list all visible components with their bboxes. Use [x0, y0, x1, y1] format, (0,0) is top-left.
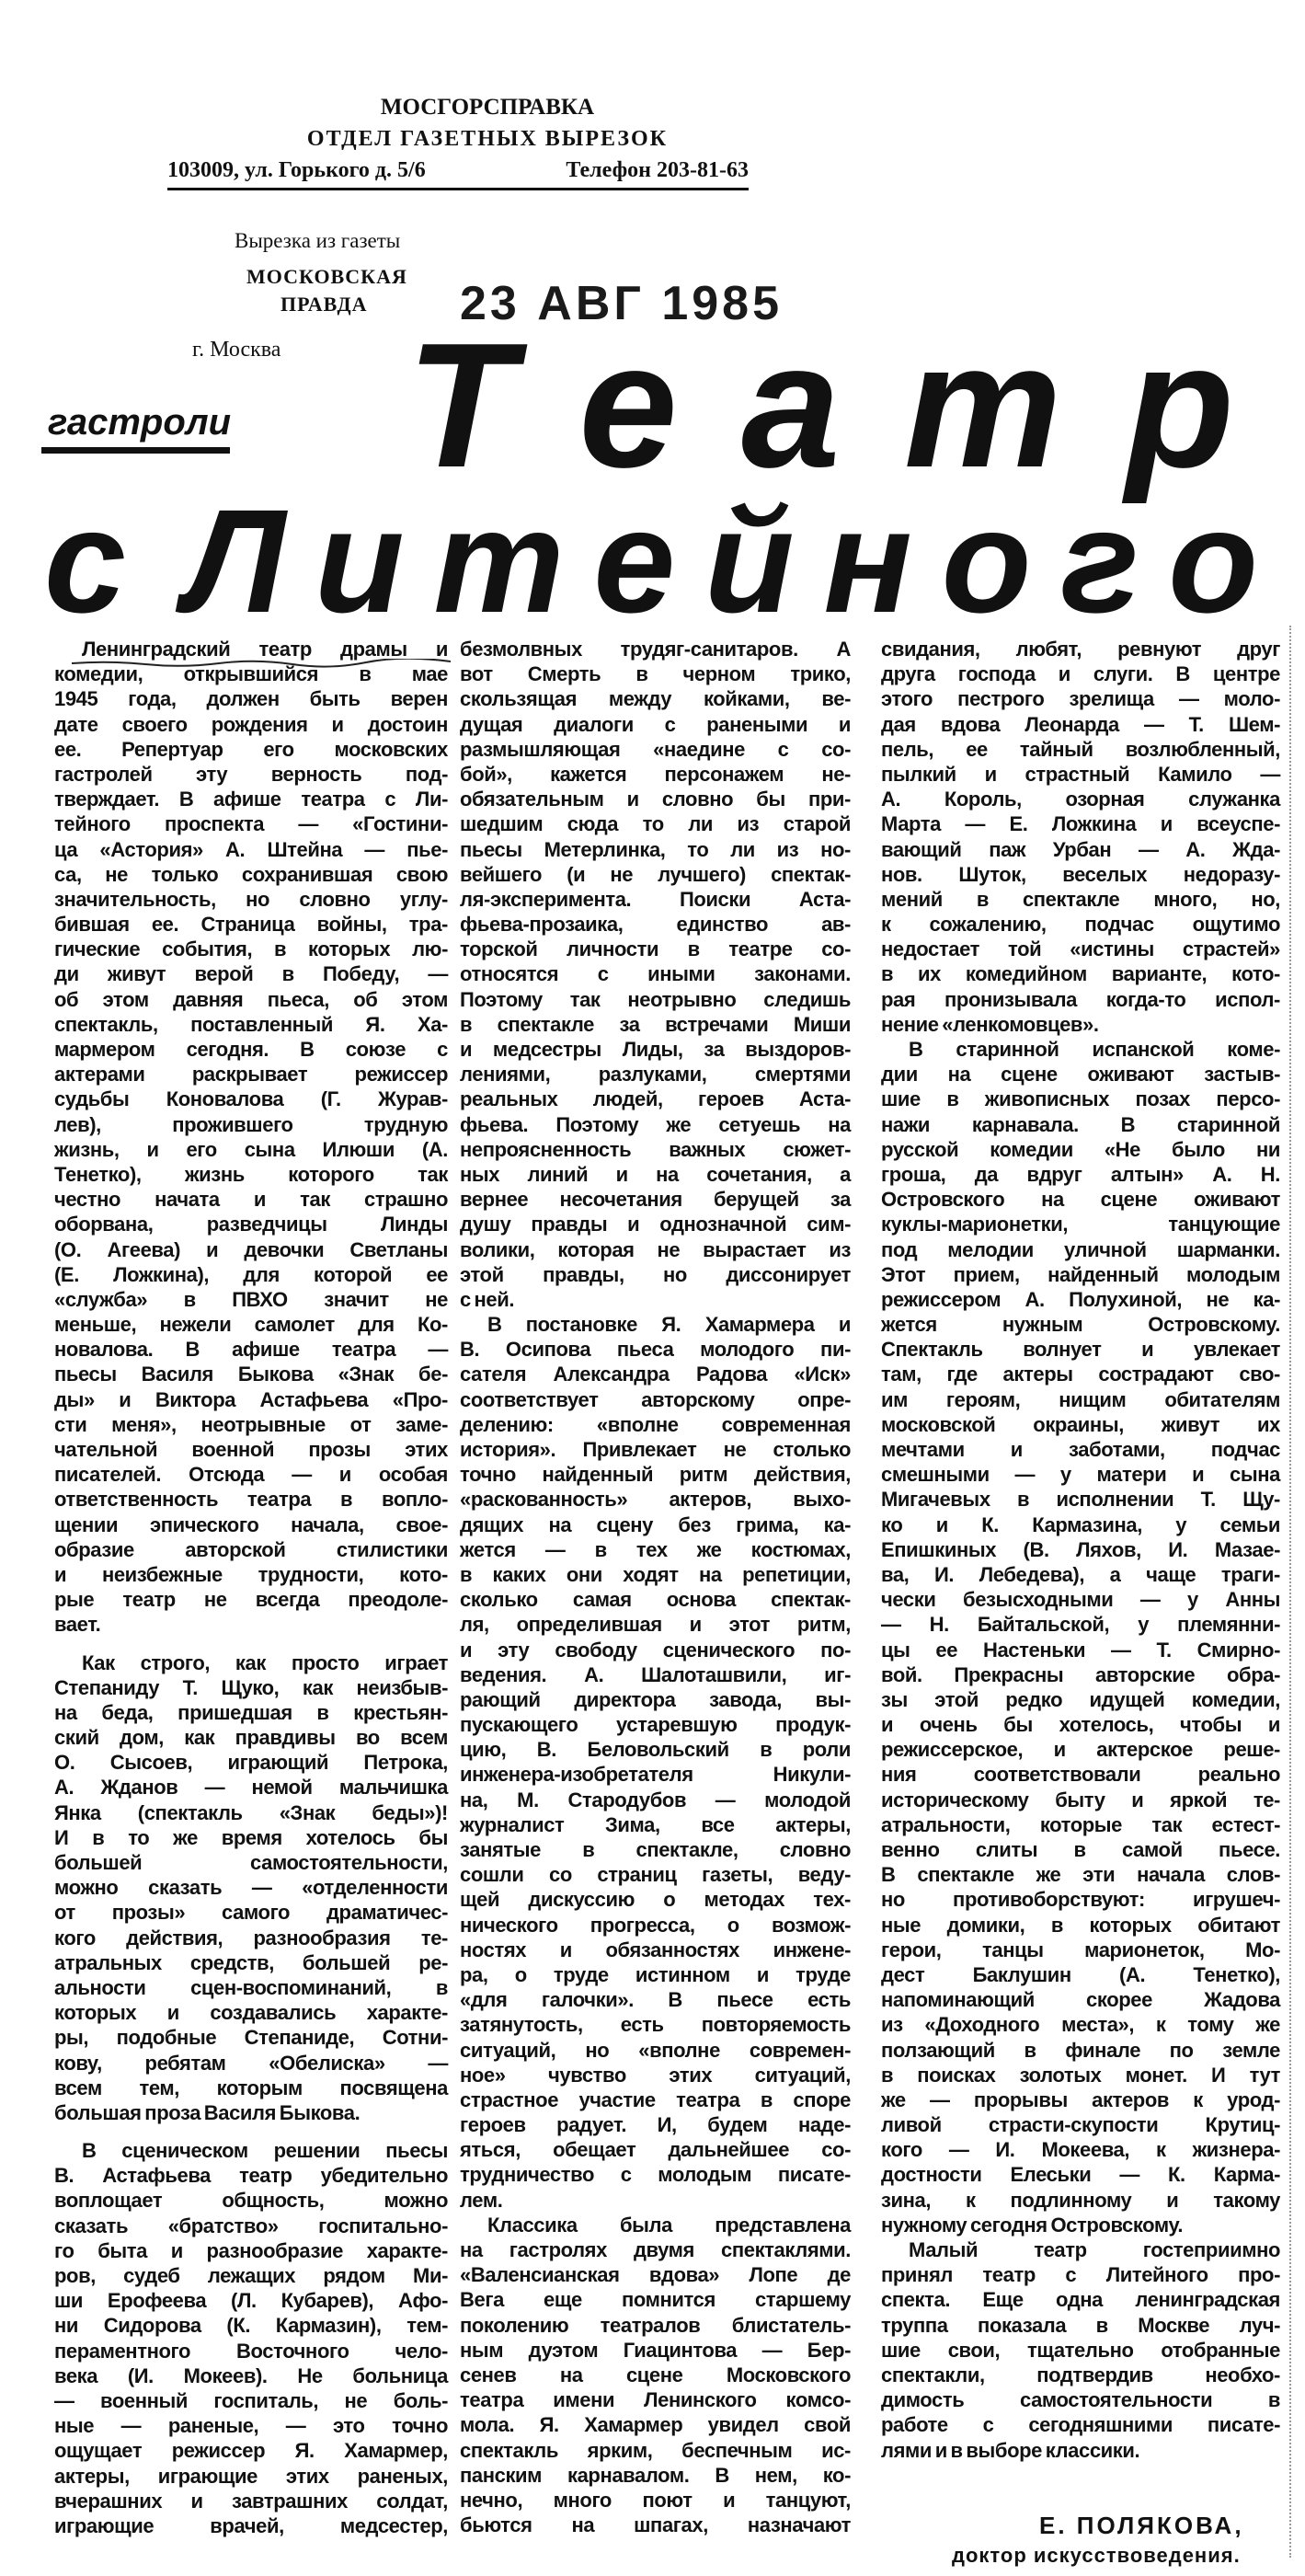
clipping-edge: [1289, 626, 1293, 2558]
article-text-line: большей самостоятельности,: [54, 1851, 448, 1874]
article-text-line: можно сказать — «отделенности: [54, 1876, 448, 1900]
agency-name: МОСГОРСПРАВКА: [380, 95, 595, 120]
article-text-line: щении эпического начала, свое-: [54, 1512, 448, 1536]
article-text-line: дая вдова Леонарда — Т. Шем-: [881, 712, 1280, 736]
article-text-line: инженера-изобретателя Никули-: [460, 1763, 851, 1787]
article-text-line: московской окраины, живут их: [881, 1412, 1280, 1436]
article-text-line: кову, ребятам «Обелиска» —: [54, 2051, 448, 2075]
article-text-line: нов. Шуток, веселых недоразу-: [881, 862, 1280, 886]
article-text-line: скользящая между койками, ве-: [460, 687, 851, 711]
article-text-line: 1945 года, должен быть верен: [54, 687, 448, 711]
date-stamp: 23 АВГ 1985: [460, 277, 783, 330]
article-text-line: лениями, разлуками, смертями: [460, 1063, 851, 1087]
article-text-line: значительность, но словно углу-: [54, 887, 448, 911]
article-text-line: воплощает общность, можно: [54, 2189, 448, 2213]
article-text-line: бившая ее. Страница войны, тра-: [54, 913, 448, 937]
article-paragraph: [54, 1650, 448, 2126]
article-text-line: и неизбежные трудности, кото-: [54, 1562, 448, 1586]
article-text-line: пьесы Метерлинка, то ли из но-: [460, 837, 851, 861]
article-text-line: страстное участие театра в споре: [460, 2087, 851, 2111]
article-text-line: Как строго, как просто играет: [82, 1650, 448, 1674]
article-text-line: ля, определившая и этот ритм,: [460, 1613, 851, 1637]
article-text-line: ров, судеб лежащих рядом Ми-: [54, 2264, 448, 2287]
article-text-line: цию, В. Беловольский в роли: [460, 1738, 851, 1762]
article-text-line: нение «ленкомовцев».: [881, 1012, 1099, 1036]
article-text-line: работе с сегодняшними писате-: [881, 2413, 1280, 2437]
article-text-line: безмолвных трудяг-санитаров. А: [460, 638, 851, 661]
article-text-line: шедшим сюда то ли из старой: [460, 812, 851, 836]
author-title: доктор искусствоведения.: [952, 2544, 1241, 2567]
article-text-line: яться, обещает дальнейшее со-: [460, 2138, 851, 2162]
article-text-line: димость самостоятельности в: [881, 2388, 1280, 2412]
article-text-line: вчерашних и завтрашних солдат,: [54, 2489, 448, 2513]
headline-letter: р: [1126, 305, 1234, 504]
article-paragraph: [460, 637, 851, 1312]
article-text-line: сошли со страниц газеты, веду-: [460, 1863, 851, 1887]
article-text-line: А. Жданов — немой мальчишка: [54, 1776, 448, 1800]
article-paragraph: [460, 1312, 851, 2213]
article-text-line: непроясненность важных сюжет-: [460, 1137, 851, 1161]
article-text-line: спектакли, подтвердив необхо-: [881, 2363, 1280, 2386]
article-text-line: О. Сысоев, играющий Петрока,: [54, 1751, 448, 1775]
headline-line1: [406, 305, 1234, 504]
article-text-line: Мигачевых в исполнении Т. Щу-: [881, 1488, 1280, 1512]
article-text-line: — военный госпиталь, не боль-: [54, 2388, 448, 2412]
article-text-line: этого пестрого зрелища — моло-: [881, 687, 1280, 711]
article-text-line: же — прорывы актеров к урод-: [881, 2087, 1280, 2111]
article-text-line: ответственность театра в вопло-: [54, 1488, 448, 1512]
article-text-line: гроша, да вдруг алтын» А. Н.: [881, 1162, 1280, 1186]
article-text-line: — Н. Байтальской, у племянни-: [881, 1613, 1280, 1637]
article-text-line: панским карнавалом. В нем, ко-: [460, 2463, 851, 2487]
article-text-line: судьбы Коновалова (Г. Журав-: [54, 1087, 448, 1111]
article-text-line: лями и в выборе классики.: [881, 2438, 1140, 2462]
article-text-line: актерами раскрывает режиссер: [54, 1063, 448, 1087]
agency-address: 103009, ул. Горького д. 5/6: [167, 158, 426, 182]
agency-department: ОТДЕЛ ГАЗЕТНЫХ ВЫРЕЗОК: [306, 127, 669, 151]
article-text-line: ее. Репертуар его московских: [54, 737, 448, 761]
rubric-underline: [41, 447, 230, 454]
article-text-line: Степаниду Т. Щуко, как неизбыв-: [54, 1675, 448, 1699]
article-paragraph: [881, 637, 1280, 1037]
article-text-line: чательной военной прозы этих: [54, 1438, 448, 1461]
article-text-line: нечно, много поют и танцуют,: [460, 2488, 851, 2512]
article-text-line: рые театр не всегда преодоле-: [54, 1588, 448, 1612]
article-text-line: режиссером А. Полухиной, не ка-: [881, 1287, 1280, 1311]
article-text-line: Епишкиных (В. Ляхов, И. Мазае-: [881, 1537, 1280, 1561]
article-text-line: из «Доходного места», к тому же: [881, 2013, 1280, 2037]
article-text-line: журналист Зима, все актеры,: [460, 1812, 851, 1836]
newspaper-name-line2: ПРАВДА: [280, 293, 368, 316]
article-text-line: ры, подобные Степаниде, Сотни-: [54, 2026, 448, 2050]
article-text-line: об этом давняя пьеса, об этом: [54, 987, 448, 1011]
article-text-line: Ленинградский театр драмы и: [82, 638, 448, 661]
article-text-line: ным дуэтом Гиацинтова — Бер-: [460, 2338, 851, 2362]
article-text-line: в поисках золотых монет. И тут: [881, 2063, 1280, 2087]
article-text-line: смешными — у матери и сына: [881, 1463, 1280, 1487]
article-text-line: ца «Астория» А. Штейна — пье-: [54, 837, 448, 861]
article-text-line: и медсестры Лиды, за выздоров-: [460, 1038, 851, 1061]
article-paragraph: [881, 2237, 1280, 2463]
article-text-line: са, не только сохранившая свою: [54, 862, 448, 886]
article-text-line: бьются на шпагах, назначают: [460, 2513, 851, 2537]
article-text-line: мола. Я. Хамармер увидел свой: [460, 2413, 851, 2437]
headline-line2: [44, 478, 1258, 643]
article-text-line: на беда, пришедшая в крестьян-: [54, 1700, 448, 1724]
clipping-label: Вырезка из газеты: [235, 229, 401, 252]
article-text-line: лев), прожившего трудную: [54, 1112, 448, 1136]
article-text-line: там, где актеры сострадают сво-: [881, 1363, 1280, 1386]
article-text-line: поколению театралов блистатель-: [460, 2313, 851, 2337]
article-text-line: века (И. Мокеев). Не больница: [54, 2363, 448, 2387]
article-text-line: шие в живописных позах персо-: [881, 1087, 1280, 1111]
article-text-line: ползающий в финале по земле: [881, 2038, 1280, 2062]
article-text-line: дии на сцене оживают застыв-: [881, 1063, 1280, 1087]
article-text-line: спектакль, поставленный Я. Ха-: [54, 1012, 448, 1036]
agency-phone: Телефон 203-81-63: [566, 158, 749, 182]
article-column-3: [881, 637, 1280, 2463]
headline-letter: и: [314, 478, 405, 643]
article-paragraph: [54, 2138, 448, 2538]
article-text-line: цы ее Настеньки — Т. Смирно-: [881, 1638, 1280, 1662]
headline-letter: т: [904, 305, 1062, 504]
article-text-line: герои, танцы марионеток, Мо-: [881, 1938, 1280, 1961]
article-text-line: ни Сидорова (К. Кармазин), тем-: [54, 2314, 448, 2338]
article-text-line: и очень бы хотелось, чтобы и: [881, 1713, 1280, 1737]
article-text-line: шие свои, тщательно отобранные: [881, 2338, 1280, 2362]
article-text-line: венно слиты в самой пьесе.: [881, 1838, 1280, 1861]
article-text-line: в каких они ходят на репетиции,: [460, 1562, 851, 1586]
article-text-line: кого — И. Мокеева, к жизнера-: [881, 2138, 1280, 2162]
article-text-line: гастролей эту верность под-: [54, 762, 448, 786]
article-text-line: Классика была представлена: [487, 2213, 851, 2237]
article-text-line: торской личности в театре со-: [460, 937, 851, 961]
article-text-line: гические события, в которых лю-: [54, 937, 448, 961]
article-text-line: образие авторской стилистики: [54, 1537, 448, 1561]
article-text-line: волики, которая не вырастает из: [460, 1237, 851, 1261]
article-text-line: В. Осипова пьеса молодого пи-: [460, 1338, 851, 1362]
article-text-line: занятые в спектакле, словно: [460, 1838, 851, 1861]
article-text-line: героев радует. И, будем наде-: [460, 2113, 851, 2137]
article-text-line: сателя Александра Радова «Иск»: [460, 1363, 851, 1386]
article-text-line: рая пронизывала когда-то испол-: [881, 987, 1280, 1011]
article-text-line: Поэтому так неотрывно следишь: [460, 987, 851, 1011]
article-text-line: зы этой редко идущей комедии,: [881, 1687, 1280, 1711]
article-text-line: ные домики, в которых обитают: [881, 1913, 1280, 1937]
article-text-line: ко и К. Кармазина, у семьи: [881, 1512, 1280, 1536]
article-text-line: в их комедийном варианте, кото-: [881, 962, 1280, 986]
article-text-line: которых и создавались характе-: [54, 2001, 448, 2025]
article-text-line: дящих на сцену без грима, ка-: [460, 1512, 851, 1536]
article-text-line: ные — раненые, — это точно: [54, 2414, 448, 2438]
article-text-line: фьева-прозаика, единство ав-: [460, 913, 851, 937]
article-text-line: Тенетко), жизнь которого так: [54, 1162, 448, 1186]
article-text-line: ведения. А. Шалоташвили, иг-: [460, 1662, 851, 1686]
article-text-line: пель, ее тайный возлюбленный,: [881, 737, 1280, 761]
article-paragraph: [460, 2213, 851, 2537]
article-text-line: ностях и обязанностях инжене-: [460, 1938, 851, 1961]
article-text-line: ва, И. Лебедева), а чаще траги-: [881, 1562, 1280, 1586]
article-text-line: историческому быту и яркой те-: [881, 1788, 1280, 1811]
article-text-line: «раскованность» актеров, выхо-: [460, 1488, 851, 1512]
article-text-line: ощущает режиссер Я. Хамармер,: [54, 2439, 448, 2463]
article-text-line: соответствует авторскому опре-: [460, 1387, 851, 1411]
article-paragraph: [881, 1037, 1280, 2237]
article-text-line: с ней.: [460, 1287, 515, 1311]
article-text-line: (Е. Ложкина), для которой ее: [54, 1262, 448, 1286]
article-text-line: жизнь, и его сына Илюши (А.: [54, 1137, 448, 1161]
article-text-line: «Валенсианская вдова» Лопе де: [460, 2263, 851, 2287]
headline-letter: Л: [184, 478, 286, 643]
headline-letter: е: [578, 305, 678, 504]
article-text-line: кого действия, разнообразия те-: [54, 1926, 448, 1949]
article-text-line: вой. Прекрасны авторские обра-: [881, 1662, 1280, 1686]
article-text-line: куклы-марионетки, танцующие: [881, 1213, 1280, 1236]
article-text-line: А. Король, озорная служанка: [881, 788, 1280, 811]
article-text-line: ное» чувство этих ситуаций,: [460, 2063, 851, 2087]
article-text-line: ра, о труде истинном и труде: [460, 1962, 851, 1986]
article-text-line: пераментного Восточного чело-: [54, 2339, 448, 2363]
article-text-line: В спектакле же эти начала слов-: [881, 1863, 1280, 1887]
headline-letter: т: [433, 478, 565, 643]
article-text-line: щей дискуссию о методах тех-: [460, 1888, 851, 1912]
headline-letter: о: [1168, 478, 1258, 643]
article-text-line: ский дом, как правдивы во всем: [54, 1726, 448, 1750]
article-text-line: на гастролях двумя спектаклями.: [460, 2238, 851, 2261]
article-text-line: тейного проспекта — «Гостини-: [54, 812, 448, 836]
article-text-line: пылкий и страстный Камило —: [881, 762, 1280, 786]
article-text-line: принял театр с Литейного про-: [881, 2263, 1280, 2287]
article-text-line: честно начата и так страшно: [54, 1188, 448, 1212]
article-text-line: ди живут верой в Победу, —: [54, 962, 448, 986]
article-text-line: пускающего устаревшую продук-: [460, 1713, 851, 1737]
article-text-line: ды» и Виктора Астафьева «Про-: [54, 1387, 448, 1411]
article-text-line: в спектакле за встречами Миши: [460, 1012, 851, 1036]
headline-letter: г: [1060, 478, 1139, 643]
article-text-line: дущая диалоги с ранеными и: [460, 712, 851, 736]
article-text-line: чески безысходными — у Анны: [881, 1588, 1280, 1612]
article-text-line: сти меня», неотрывные от заме-: [54, 1412, 448, 1436]
article-text-line: Малый театр гостеприимно: [909, 2238, 1280, 2261]
article-text-line: лем.: [460, 2188, 503, 2212]
article-text-line: трудничество с молодым писате-: [460, 2163, 851, 2187]
article-text-line: «для галочки». В пьесе есть: [460, 1988, 851, 2012]
article-text-line: фьева. Поэтому же сетуешь на: [460, 1112, 851, 1136]
article-text-line: делению: «вполне современная: [460, 1412, 851, 1436]
headline-letter: н: [823, 478, 913, 643]
article-text-line: размышляющая «наедине с со-: [460, 737, 851, 761]
article-text-line: свидания, любят, ревнуют друг: [881, 638, 1280, 661]
article-text-line: оборвана, разведчицы Линды: [54, 1213, 448, 1236]
article-text-line: ши Ерофеева (Л. Кубарев), Афо-: [54, 2289, 448, 2313]
article-text-line: и эту свободу сценического по-: [460, 1638, 851, 1662]
rubric-label: гастроли: [48, 402, 232, 443]
article-text-line: комедии, открывшийся в мае: [54, 662, 448, 686]
headline-letter: Т: [406, 305, 515, 504]
article-text-line: спекта. Еще одна ленинградская: [881, 2288, 1280, 2312]
article-text-line: достности Елеськи — К. Карма-: [881, 2163, 1280, 2187]
article-text-line: ных линий и на сочетания, а: [460, 1162, 851, 1186]
article-text-line: нического прогресса, о возмож-: [460, 1913, 851, 1937]
headline-letter: о: [941, 478, 1032, 643]
article-text-line: нажи карнавала. В старинной: [881, 1112, 1280, 1136]
article-text-line: на, М. Стародубов — молодой: [460, 1788, 851, 1811]
article-text-line: мечтами и заботами, подчас: [881, 1438, 1280, 1461]
article-text-line: реальных людей, героев Аста-: [460, 1087, 851, 1111]
article-text-line: ния соответствовали реально: [881, 1763, 1280, 1787]
article-text-line: вающий паж Урбан — А. Жда-: [881, 837, 1280, 861]
article-text-line: мармером сегодня. В союзе с: [54, 1038, 448, 1061]
article-text-line: вает.: [54, 1613, 101, 1637]
article-text-line: пьесы Василя Быкова «Знак бе-: [54, 1363, 448, 1386]
article-text-line: Островского на сцене оживают: [881, 1188, 1280, 1212]
article-text-line: В старинной испанской коме-: [909, 1038, 1280, 1061]
article-text-line: тверждает. В афише театра с Ли-: [54, 788, 448, 811]
headline-letter: с: [44, 478, 126, 643]
newspaper-name-line1: МОСКОВСКАЯ: [246, 265, 407, 288]
article-text-line: Вега еще помнится старшему: [460, 2288, 851, 2312]
article-text-line: труппа показала в Москве луч-: [881, 2313, 1280, 2337]
headline-letter: е: [593, 478, 676, 643]
author-name: Е. ПОЛЯКОВА,: [1039, 2512, 1244, 2539]
article-text-line: относятся с иными законами.: [460, 962, 851, 986]
article-text-line: меньше, нежели самолет для Ко-: [54, 1313, 448, 1337]
article-text-line: писателей. Отсюда — и особая: [54, 1463, 448, 1487]
article-text-line: друга господа и слуги. В центре: [881, 662, 1280, 686]
article-text-line: альности сцен-воспоминаний, в: [54, 1975, 448, 1999]
article-text-line: дест Баклушин (А. Тенетко),: [881, 1962, 1280, 1986]
article-text-line: играющие врачей, медсестер,: [54, 2513, 448, 2537]
article-text-line: ливой страсти-скупости Крутиц-: [881, 2113, 1280, 2137]
article-text-line: история». Привлекает не столько: [460, 1438, 851, 1461]
article-text-line: го быта и разнообразие характе-: [54, 2238, 448, 2262]
article-text-line: сказать «братство» госпитально-: [54, 2214, 448, 2237]
city: г. Москва: [192, 338, 281, 362]
article-text-line: рающий директора завода, вы-: [460, 1687, 851, 1711]
article-paragraph: [54, 637, 448, 1638]
article-text-line: В. Астафьева театр убедительно: [54, 2164, 448, 2188]
article-text-line: дате своего рождения и достоин: [54, 712, 448, 736]
article-text-line: актеры, играющие этих раненых,: [54, 2464, 448, 2488]
article-column-2: [460, 637, 851, 2537]
article-text-line: новалова. В афише театра —: [54, 1338, 448, 1362]
article-text-line: В сценическом решении пьесы: [82, 2139, 448, 2163]
article-text-line: точно найденный ритм действия,: [460, 1463, 851, 1487]
article-text-line: напоминающий скорее Жадова: [881, 1988, 1280, 2012]
article-text-line: но противоборствуют: игрушеч-: [881, 1888, 1280, 1912]
article-text-line: большая проза Василя Быкова.: [54, 2100, 361, 2124]
article-text-line: вот Смерть в черном трико,: [460, 662, 851, 686]
article-text-line: режиссерское, и актерское реше-: [881, 1738, 1280, 1762]
article-text-line: В постановке Я. Хамармера и: [487, 1313, 851, 1337]
article-text-line: театра имени Ленинского комсо-: [460, 2388, 851, 2412]
article-text-line: атральности, которые так естест-: [881, 1812, 1280, 1836]
article-text-line: ситуаций, но «вполне современ-: [460, 2038, 851, 2062]
article-text-line: И в то же время хотелось бы: [54, 1825, 448, 1849]
article-column-1: [54, 637, 448, 2538]
article-text-line: Янка (спектакль «Знак беды»)!: [54, 1800, 448, 1824]
article-text-line: сенев на сцене Московского: [460, 2363, 851, 2386]
article-text-line: бой», кажется персонажем не-: [460, 762, 851, 786]
article-text-line: под мелодии уличной шарманки.: [881, 1237, 1280, 1261]
article-text-line: от прозы» самого драматичес-: [54, 1901, 448, 1925]
article-text-line: жется — в тех же костюмах,: [460, 1537, 851, 1561]
article-text-line: затянутость, есть повторяемость: [460, 2013, 851, 2037]
article-text-line: вернее несочетания берущей за: [460, 1188, 851, 1212]
article-text-line: Этот прием, найденный молодым: [881, 1262, 1280, 1286]
header-rule: [167, 188, 749, 190]
agency-contact-line: [167, 156, 749, 184]
article-text-line: «служба» в ПВХО значит не: [54, 1287, 448, 1311]
article-text-line: им героям, нищим обитателям: [881, 1387, 1280, 1411]
article-text-line: душу правды и однозначной сим-: [460, 1213, 851, 1236]
article-text-line: сколько самая основа спектак-: [460, 1588, 851, 1612]
article-text-line: русской комедии «Не было ни: [881, 1137, 1280, 1161]
article-text-line: нужному сегодня Островскому.: [881, 2213, 1184, 2237]
article-text-line: этой правды, но диссонирует: [460, 1262, 851, 1286]
headline-letter: а: [741, 305, 841, 504]
article-text-line: (О. Агеева) и девочки Светланы: [54, 1237, 448, 1261]
article-text-line: атральных средств, большей ре-: [54, 1950, 448, 1974]
article-text-line: спектакль ярким, беспечным ис-: [460, 2438, 851, 2462]
headline-letter: й: [704, 478, 795, 643]
article-text-line: обязательным и словно бы при-: [460, 788, 851, 811]
article-text-line: вейшего (и не лучшего) спектак-: [460, 862, 851, 886]
article-text-line: всем тем, которым посвящена: [54, 2076, 448, 2099]
article-text-line: недостает той «истины страстей»: [881, 937, 1280, 961]
article-text-line: Спектакль волнует и увлекает: [881, 1338, 1280, 1362]
article-text-line: жется нужным Островскому.: [881, 1313, 1280, 1337]
article-text-line: мений в спектакле много, но,: [881, 887, 1280, 911]
article-text-line: ля-эксперимента. Поиски Аста-: [460, 887, 851, 911]
article-text-line: Марта — Е. Ложкина и всеуспе-: [881, 812, 1280, 836]
article-text-line: к сожалению, подчас ощутимо: [881, 913, 1280, 937]
article-text-line: зина, к подлинному и такому: [881, 2188, 1280, 2212]
